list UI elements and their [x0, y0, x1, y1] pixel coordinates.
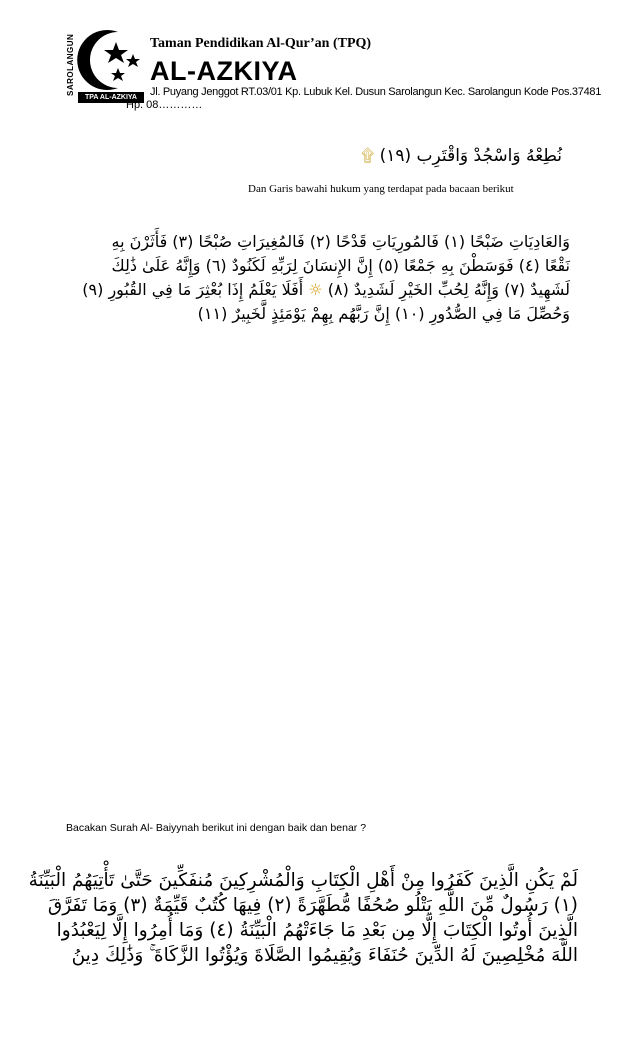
passage-line	[70, 943, 578, 968]
passage-line: نَقْعًا (٤) فَوَسَطْنَ بِهِ جَمْعًا (٥) إِنَّ الإِنسَانَ لِرَبِّهِ لَكَنُودٌ (٦) وَإِنَّهُ عَلَىٰ ذَٰلِكَ	[111, 256, 570, 275]
passage-line: (١) رَسُولٌ مِّنَ اللَّهِ يَتْلُو صُحُفًا مُّطَهَّرَةً (٢) فِيهَا كُتُبٌ قَيِّمَةٌ (٣) وَمَا تَفَرَّقَ	[47, 895, 578, 916]
passage-line-part: اللَّهَ مُخْلِصِينَ لَهُ الدِّينَ حُنَفَاءَ وَيُقِيمُوا الصَّلَاةَ وَيُؤْتُوا الزَّكَاةَ	[153, 945, 578, 966]
ayah-title	[300, 146, 562, 166]
instruction-read: Bacakan Surah Al- Baiyynah berikut ini dengan baik dan benar ?	[66, 822, 367, 834]
passage-line-part: لَشَهِيدٌ (٧) وَإِنَّهُ لِحُبِّ الخَيْرِ لَشَدِيدٌ (٨)	[327, 280, 570, 299]
sajda-mark-icon: ۩	[361, 146, 375, 166]
quran-passage-bayyinah	[28, 868, 578, 968]
school-address: Jl. Puyang Jenggot RT.03/01 Kp. Lubuk Kel. Dusun Sarolangun Kec. Sarolangun Kode Pos.37481	[150, 86, 602, 98]
passage-line: وَالعَادِيَاتِ ضَبْحًا (١) فَالمُورِيَاتِ قَدْحًا (٢) فَالمُغِيرَاتِ صُبْحًا (٣) فَأَثَرْنَ بِهِ	[111, 232, 570, 251]
quran-passage-adiyat	[72, 230, 570, 326]
passage-line: وَحُصِّلَ مَا فِي الصُّدُورِ (١٠) إِنَّ رَبَّهُم بِهِمْ يَوْمَئِذٍ لَّخَبِيرٌ (١١)	[197, 304, 570, 323]
passage-line-part: وَذَٰلِكَ دِينُ	[71, 945, 144, 966]
sun-mark-icon: ☼	[308, 280, 323, 299]
school-name: AL-AZKIYA	[150, 56, 298, 86]
logo-vertical-text: SAROLANGUN	[66, 33, 75, 97]
passage-line	[72, 278, 570, 302]
instruction-underline: Dan Garis bawahi hukum yang terdapat pada bacaan berikut	[248, 183, 514, 195]
passage-line: لَمْ يَكُنِ الَّذِينَ كَفَرُوا مِنْ أَهْلِ الْكِتَابِ وَالْمُشْرِكِينَ مُنفَكِّينَ حَتَّىٰ تَأْتِيَهُمُ الْبَيِّنَةُ	[28, 870, 578, 891]
school-subtitle: Taman Pendidikan Al-Qur’an (TPQ)	[150, 36, 372, 51]
passage-line-part: أَفَلَا يَعْلَمُ إِذَا بُعْثِرَ مَا فِي القُبُورِ (٩)	[82, 280, 304, 299]
logo-tag: TPA AL-AZKIYA	[78, 92, 144, 103]
school-phone: Hp. 08…………	[126, 99, 203, 111]
ayah-text: نُطِعْهُ وَاسْجُدْ وَاقْتَرِب (١٩)	[379, 146, 562, 166]
passage-line: الَّذِينَ أُوتُوا الْكِتَابَ إِلَّا مِن بَعْدِ مَا جَاءَتْهُمُ الْبَيِّنَةُ (٤) وَمَا أُمِرُوا إِلَّا لِيَعْبُدُوا	[56, 920, 578, 941]
school-logo-icon	[78, 28, 148, 92]
